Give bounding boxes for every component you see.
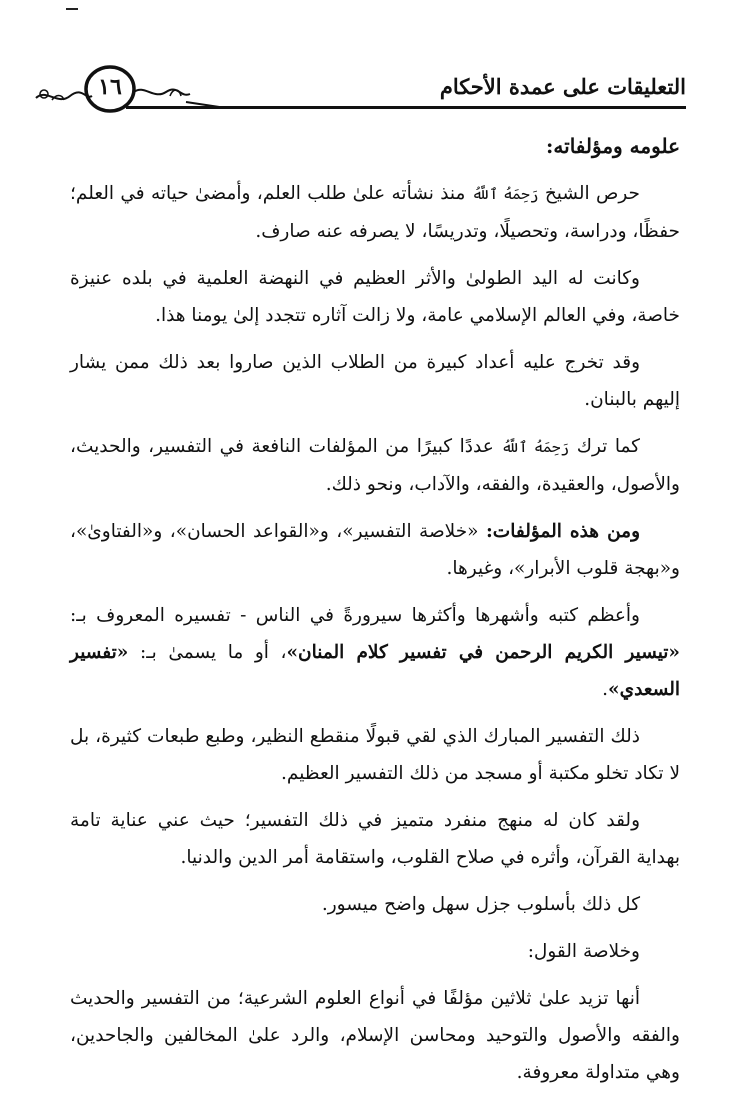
section-heading: علومه ومؤلفاته: [546,134,680,158]
paragraph-2: وكانت له اليد الطولىٰ والأثر العظيم في النهضة العلمية في بلده عنيزة خاصة، وفي العالم الإسلامي عامة، ولا زالت آثاره تتجدد إلىٰ يومنا هذا. [70,268,680,326]
tafsir-short-title: «تفسير السعدي» [70,642,680,700]
page-body [70,128,680,1101]
paragraph-6 [70,597,680,708]
paragraph-1-rest: منذ نشأته علىٰ طلب العلم، وأمضىٰ حياته في العلم؛ حفظًا، ودراسة، وتحصيلًا، وتدريسًا، لا يصرفه عنه صارف. [70,183,680,242]
paragraph-4-rest: عددًا كبيرًا من المؤلفات النافعة في التفسير، والحديث، والأصول، والعقيدة، والفقه، والآداب، ونحو ذلك. [70,436,680,495]
scan-mark [66,8,78,10]
paragraph-10: وخلاصة القول: [527,941,640,962]
paragraph-7: ذلك التفسير المبارك الذي لقي قبولًا منقطع النظير، وطبع طبعات كثيرة، بل لا تكاد تخلو مكتبة أو مسجد من ذلك التفسير العظيم. [70,726,680,784]
running-title: التعليقات على عمدة الأحكام [439,74,686,99]
paragraph-5 [70,513,680,587]
paragraph-6-end: . [602,679,609,700]
paragraph-1-start: حرص الشيخ [538,183,640,204]
honorific-phrase: رَحِمَهُ ٱللَّهُ [501,438,570,456]
paragraph-4 [70,428,680,503]
paragraph-9: كل ذلك بأسلوب جزل سهل واضح ميسور. [321,894,640,915]
page-header [30,62,686,116]
paragraph-1 [70,175,680,250]
paragraph-6-middle: ، أو ما يسمىٰ بـ: [128,642,287,663]
paragraph-4-start: كما ترك [569,436,640,457]
paragraph-3: وقد تخرج عليه أعداد كبيرة من الطلاب الذين صاروا بعد ذلك ممن يشار إليهم بالبنان. [70,352,680,410]
page-number: ١٦ [98,74,122,100]
paragraph-8: ولقد كان له منهج منفرد متميز في ذلك التفسير؛ حيث عني عناية تامة بهداية القرآن، وأثره في صلاح القلوب، واستقامة أمر الدين والدنيا. [70,810,680,868]
paragraph-11: أنها تزيد علىٰ ثلاثين مؤلفًا في أنواع العلوم الشرعية؛ من التفسير والحديث والفقه والأصول والتوحيد ومحاسن الإسلام، والرد علىٰ المخالفين والجاحدين، وهي متداولة معروفة. [70,988,680,1083]
works-list: «خلاصة التفسير»، و«القواعد الحسان»، و«الفتاوىٰ»، و«بهجة قلوب الأبرار»، وغيرها. [70,521,680,579]
works-lead-in: ومن هذه المؤلفات: [485,521,640,542]
paragraph-6-start: وأعظم كتبه وأشهرها وأكثرها سيرورةً في الناس - تفسيره المعروف بـ: [70,605,640,626]
header-rule [126,106,686,109]
tafsir-full-title: «تيسير الكريم الرحمن في تفسير كلام المنان» [286,642,680,663]
honorific-phrase: رَحِمَهُ ٱللَّهُ [471,185,539,203]
